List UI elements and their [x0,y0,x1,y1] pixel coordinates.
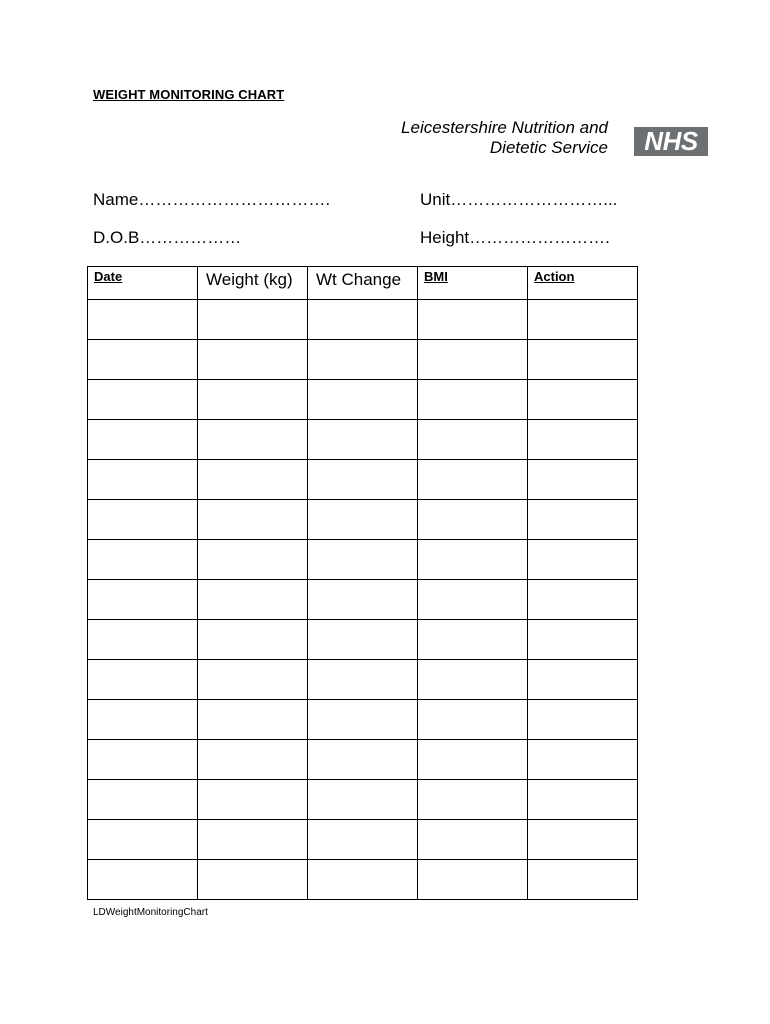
table-cell [308,540,418,580]
table-row [88,540,638,580]
column-label-date: Date [94,269,123,284]
table-cell [308,780,418,820]
table-cell [308,380,418,420]
table-cell [198,780,308,820]
table-cell [308,300,418,340]
table-row [88,340,638,380]
table-cell [198,700,308,740]
service-name-line-1: Leicestershire Nutrition and [401,118,608,137]
table-cell [528,580,638,620]
table-row [88,860,638,900]
column-label-bmi: BMI [424,269,448,284]
dob-field: D.O.B……………… [93,228,242,247]
column-label-weight: Weight (kg) [206,270,293,289]
table-cell [198,740,308,780]
unit-field: Unit………………………... [420,190,618,209]
height-field: Height……………………. [420,228,610,247]
table-row [88,420,638,460]
table-cell [88,620,198,660]
column-header-action [528,267,638,300]
table-cell [198,420,308,460]
table-row [88,460,638,500]
table-row [88,820,638,860]
table-row [88,500,638,540]
table-cell [308,500,418,540]
table-cell [528,380,638,420]
table-cell [528,780,638,820]
table-cell [88,420,198,460]
table-cell [528,420,638,460]
table-cell [88,460,198,500]
table-cell [418,620,528,660]
column-header-wt-change [308,267,418,300]
table-row [88,700,638,740]
table-cell [198,580,308,620]
table-cell [88,580,198,620]
table-row [88,300,638,340]
table-cell [528,340,638,380]
table-cell [418,780,528,820]
table-cell [308,420,418,460]
table-cell [308,820,418,860]
weight-monitoring-table [87,266,638,900]
nhs-logo: NHS [634,127,708,156]
table-cell [308,860,418,900]
table-cell [88,700,198,740]
column-header-weight [198,267,308,300]
table-cell [528,740,638,780]
column-header-date [88,267,198,300]
table-cell [198,620,308,660]
table-cell [198,380,308,420]
table-cell [418,860,528,900]
table-cell [198,860,308,900]
table-cell [418,460,528,500]
table-cell [528,500,638,540]
service-name-line-2: Dietetic Service [489,138,608,157]
table-cell [198,820,308,860]
table-cell [528,820,638,860]
table-cell [88,860,198,900]
table-cell [198,300,308,340]
table-cell [418,660,528,700]
table-cell [88,740,198,780]
table-cell [418,580,528,620]
table-cell [418,380,528,420]
table-cell [88,660,198,700]
table-cell [528,700,638,740]
table-cell [308,580,418,620]
table-cell [308,620,418,660]
table-row [88,660,638,700]
table-cell [198,540,308,580]
table-cell [418,340,528,380]
table-cell [528,460,638,500]
table-cell [528,540,638,580]
table-cell [418,420,528,460]
table-cell [198,500,308,540]
column-label-wt-change: Wt Change [316,270,402,289]
table-row [88,780,638,820]
table-row [88,620,638,660]
table-cell [198,460,308,500]
chart-title: WEIGHT MONITORING CHART [93,87,285,102]
table-header-row [88,267,638,300]
table-cell [88,820,198,860]
table-cell [88,500,198,540]
table-cell [418,540,528,580]
table-cell [418,820,528,860]
table-cell [198,660,308,700]
table-row [88,580,638,620]
table-cell [418,300,528,340]
table-cell [308,660,418,700]
table-cell [88,540,198,580]
name-field: Name……………………………. [93,190,331,209]
table-cell [88,780,198,820]
table-cell [88,300,198,340]
column-header-bmi [418,267,528,300]
table-cell [528,620,638,660]
column-label-action: Action [534,269,575,284]
table-cell [88,380,198,420]
table-cell [528,860,638,900]
table-cell [528,300,638,340]
table-cell [418,740,528,780]
table-cell [308,740,418,780]
table-cell [418,700,528,740]
table-cell [198,340,308,380]
table-cell [308,340,418,380]
table-cell [308,460,418,500]
table-cell [88,340,198,380]
table-body [88,300,638,900]
table-cell [308,700,418,740]
service-name [401,118,608,158]
footer-filename: LDWeightMonitoringChart [93,907,208,918]
table-row [88,740,638,780]
table-cell [528,660,638,700]
table-cell [418,500,528,540]
table-row [88,380,638,420]
